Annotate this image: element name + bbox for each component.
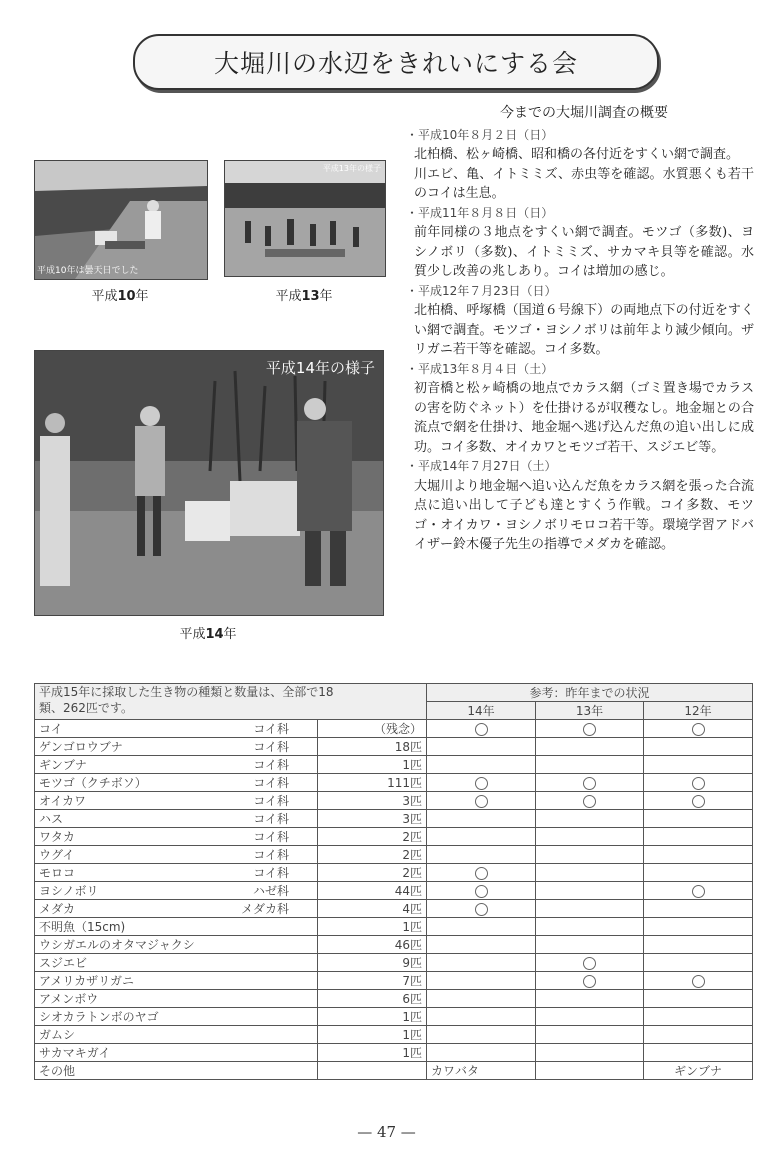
presence-circle-icon xyxy=(475,795,488,808)
species-name: モツゴ（クチボソ） xyxy=(39,776,147,790)
species-count: 2匹 xyxy=(318,846,427,864)
year-mark-y14 xyxy=(427,936,536,954)
presence-circle-icon xyxy=(583,723,596,736)
year-mark-y13 xyxy=(536,774,644,792)
presence-circle-icon xyxy=(692,723,705,736)
species-family: コイ科 xyxy=(253,830,289,844)
species-cell xyxy=(35,990,318,1008)
year-mark-y12 xyxy=(644,1026,753,1044)
presence-circle-icon xyxy=(692,885,705,898)
species-cell xyxy=(35,900,318,918)
table-row xyxy=(35,990,753,1008)
year-mark-y13 xyxy=(536,954,644,972)
year-mark-y14 xyxy=(427,738,536,756)
species-count: 1匹 xyxy=(318,1044,427,1062)
year-mark-y13 xyxy=(536,1008,644,1026)
year-mark-y13 xyxy=(536,864,644,882)
presence-circle-icon xyxy=(475,903,488,916)
species-name: シオカラトンボのヤゴ xyxy=(39,1010,159,1024)
species-count: 1匹 xyxy=(318,756,427,774)
table-row xyxy=(35,882,753,900)
year-mark-y14: カワバタ xyxy=(427,1062,536,1080)
summary-entry xyxy=(406,282,754,360)
year-mark-y13 xyxy=(536,756,644,774)
species-family: コイ科 xyxy=(253,740,289,754)
species-cell xyxy=(35,972,318,990)
table-row xyxy=(35,828,753,846)
table-row xyxy=(35,720,753,738)
table-row xyxy=(35,936,753,954)
year-mark-y14 xyxy=(427,864,536,882)
presence-circle-icon xyxy=(692,975,705,988)
year-mark-y12 xyxy=(644,990,753,1008)
year-header: 14年 xyxy=(427,702,536,720)
survey-summary xyxy=(406,104,754,555)
species-name: その他 xyxy=(39,1064,76,1078)
species-family: コイ科 xyxy=(253,794,289,808)
species-name: ワタカ xyxy=(39,830,75,844)
species-count: 1匹 xyxy=(318,1026,427,1044)
species-cell xyxy=(35,1008,318,1026)
year-mark-y12 xyxy=(644,720,753,738)
species-cell xyxy=(35,1062,318,1080)
photo-caption-13: 平成13年 xyxy=(275,289,333,304)
species-count: 1匹 xyxy=(318,918,427,936)
presence-circle-icon xyxy=(475,867,488,880)
species-count: 44匹 xyxy=(318,882,427,900)
reference-label: 参考：昨年までの状況 xyxy=(427,684,753,702)
entry-date: ・平成11年８月８日（日） xyxy=(406,205,554,220)
year-mark-y14 xyxy=(427,846,536,864)
year-mark-y14 xyxy=(427,756,536,774)
entry-text: 川エビ、亀、イトミミズ、赤虫等を確認。水質悪くも若干のコイは生息。 xyxy=(414,166,754,201)
species-cell xyxy=(35,846,318,864)
table-header-row xyxy=(35,684,753,702)
page-title: 大堀川の水辺をきれいにする会 xyxy=(133,34,659,90)
year-mark-y12 xyxy=(644,792,753,810)
page-number: — 47 — xyxy=(357,1123,416,1141)
year-mark-y14 xyxy=(427,954,536,972)
table-row xyxy=(35,846,753,864)
entry-text: 北柏橋、呼塚橋（国道６号線下）の両地点下の付近をすくい網で調査。モツゴ・ヨシノボリは前年より減少傾向。ザリガニ若干等を確認。コイ多数。 xyxy=(414,303,754,357)
species-cell xyxy=(35,738,318,756)
species-name: ゲンゴロウブナ xyxy=(39,740,123,754)
year-mark-y13 xyxy=(536,900,644,918)
species-cell xyxy=(35,828,318,846)
table-row xyxy=(35,918,753,936)
species-cell xyxy=(35,1044,318,1062)
species-count: 18匹 xyxy=(318,738,427,756)
species-family: コイ科 xyxy=(253,812,289,826)
summary-heading: 今までの大堀川調査の概要 xyxy=(500,105,668,121)
presence-circle-icon xyxy=(692,795,705,808)
species-family: コイ科 xyxy=(253,866,289,880)
photo-caption-14: 平成14年 xyxy=(179,627,237,642)
year-mark-y14 xyxy=(427,1008,536,1026)
year-mark-y14 xyxy=(427,720,536,738)
species-name: ギンブナ xyxy=(39,758,87,772)
entry-date: ・平成12年７月23日（日） xyxy=(406,283,557,298)
year-header: 12年 xyxy=(644,702,753,720)
table-row xyxy=(35,954,753,972)
table-row xyxy=(35,1008,753,1026)
year-mark-y13 xyxy=(536,918,644,936)
photo-heisei-10 xyxy=(34,160,208,280)
summary-entry xyxy=(406,360,754,458)
year-mark-y12 xyxy=(644,846,753,864)
year-mark-y13 xyxy=(536,882,644,900)
photo-overlay-text: 平成10年は曇天日でした xyxy=(37,266,139,276)
year-mark-y12 xyxy=(644,864,753,882)
species-cell xyxy=(35,756,318,774)
species-family: コイ科 xyxy=(253,848,289,862)
year-mark-y12 xyxy=(644,774,753,792)
year-mark-y12 xyxy=(644,828,753,846)
species-count: （残念） xyxy=(318,720,427,738)
table-row xyxy=(35,864,753,882)
species-cell xyxy=(35,774,318,792)
year-mark-y14 xyxy=(427,990,536,1008)
entry-text: 初音橋と松ヶ崎橋の地点でカラス網（ゴミ置き場でカラスの害を防ぐネット）を仕掛けるが収穫なし。地金堀との合流点で網を仕掛け、地金堀へ逃げ込んだ魚の追い出しに成功。コイ多数、オイカワとモツゴ若干、スジエビ等。 xyxy=(414,381,754,455)
year-mark-y13 xyxy=(536,990,644,1008)
species-name: オイカワ xyxy=(39,794,87,808)
entry-text: 前年同様の３地点をすくい網で調査。モツゴ（多数)、ヨシノボリ（多数)、イトミミズ、サカマキ貝等を確認。水質少し改善の兆しあり。コイは増加の感じ。 xyxy=(414,225,754,279)
species-count: 111匹 xyxy=(318,774,427,792)
year-mark-y14 xyxy=(427,882,536,900)
species-name: ウグイ xyxy=(39,848,75,862)
species-count: 7匹 xyxy=(318,972,427,990)
species-name: 不明魚（15cm) xyxy=(39,920,126,934)
table-header-summary: 平成15年に採取した生き物の種類と数量は、全部で18 類、262匹です。 xyxy=(35,684,427,720)
presence-circle-icon xyxy=(475,723,488,736)
species-family: メダカ科 xyxy=(240,902,289,916)
photo-heisei-14 xyxy=(34,350,384,616)
entry-date: ・平成13年８月４日（土） xyxy=(406,361,554,376)
year-mark-y12 xyxy=(644,756,753,774)
year-mark-y13 xyxy=(536,828,644,846)
year-mark-y14 xyxy=(427,774,536,792)
table-row xyxy=(35,1062,753,1080)
year-mark-y13 xyxy=(536,936,644,954)
year-mark-y13 xyxy=(536,1044,644,1062)
year-mark-y12 xyxy=(644,972,753,990)
species-name: ヨシノボリ xyxy=(39,884,99,898)
year-mark-y13 xyxy=(536,792,644,810)
year-mark-y12 xyxy=(644,954,753,972)
species-count: 46匹 xyxy=(318,936,427,954)
species-name: ハス xyxy=(39,812,64,826)
species-cell xyxy=(35,954,318,972)
table-row xyxy=(35,810,753,828)
year-mark-y12 xyxy=(644,900,753,918)
entry-date: ・平成10年８月２日（日） xyxy=(406,127,554,142)
species-cell xyxy=(35,792,318,810)
entry-text: 北柏橋、松ヶ崎橋、昭和橋の各付近をすくい網で調査。 xyxy=(414,147,740,162)
year-mark-y14 xyxy=(427,828,536,846)
summary-entry xyxy=(406,126,754,204)
table-row xyxy=(35,1044,753,1062)
year-mark-y14 xyxy=(427,972,536,990)
year-mark-y13 xyxy=(536,846,644,864)
summary-entry xyxy=(406,457,754,555)
year-header: 13年 xyxy=(536,702,644,720)
presence-circle-icon xyxy=(692,777,705,790)
year-mark-y13 xyxy=(536,1062,644,1080)
year-mark-y14 xyxy=(427,1026,536,1044)
species-count: 1匹 xyxy=(318,1008,427,1026)
species-cell xyxy=(35,720,318,738)
table-row xyxy=(35,792,753,810)
photo-overlay-text: 平成13年の様子 xyxy=(322,164,381,173)
photo-overlay-text: 平成14年の様子 xyxy=(265,359,375,377)
photo-heisei-13 xyxy=(224,160,386,277)
presence-circle-icon xyxy=(475,777,488,790)
species-name: メダカ xyxy=(39,902,76,916)
year-mark-y14 xyxy=(427,900,536,918)
species-count: 3匹 xyxy=(318,792,427,810)
species-count: 2匹 xyxy=(318,828,427,846)
year-mark-y13 xyxy=(536,972,644,990)
species-name: コイ xyxy=(39,722,63,736)
entry-text: 大堀川より地金堀へ追い込んだ魚をカラス網を張った合流点に追い出して子ども達とすくう作戦。コイ多数、モツゴ・オイカワ・ヨシノボリモロコ若干等。環境学習アドバイザー鈴木優子先生の指導でメダカを確認。 xyxy=(414,478,754,552)
photo-caption-10: 平成10年 xyxy=(91,289,149,304)
species-count: 9匹 xyxy=(318,954,427,972)
entry-date: ・平成14年７月27日（土） xyxy=(406,459,557,473)
year-mark-y12 xyxy=(644,810,753,828)
year-mark-y12 xyxy=(644,882,753,900)
table-row xyxy=(35,1026,753,1044)
presence-circle-icon xyxy=(583,975,596,988)
year-mark-y12 xyxy=(644,918,753,936)
species-cell xyxy=(35,864,318,882)
year-mark-y14 xyxy=(427,810,536,828)
table-row xyxy=(35,738,753,756)
species-name: スジエビ xyxy=(39,956,88,970)
species-name: アメンボウ xyxy=(39,992,99,1006)
presence-circle-icon xyxy=(583,957,596,970)
species-name: サカマキガイ xyxy=(39,1046,111,1060)
species-family: コイ科 xyxy=(253,776,289,790)
year-mark-y12 xyxy=(644,738,753,756)
year-mark-y12 xyxy=(644,936,753,954)
species-name: ガムシ xyxy=(39,1028,76,1042)
species-name: ウシガエルのオタマジャクシ xyxy=(39,938,195,952)
year-mark-y12: ギンブナ xyxy=(644,1062,753,1080)
species-count: 4匹 xyxy=(318,900,427,918)
species-cell xyxy=(35,918,318,936)
species-count xyxy=(318,1062,427,1080)
year-mark-y12 xyxy=(644,1008,753,1026)
species-cell xyxy=(35,882,318,900)
year-mark-y14 xyxy=(427,792,536,810)
presence-circle-icon xyxy=(475,885,488,898)
table-row xyxy=(35,756,753,774)
year-mark-y13 xyxy=(536,810,644,828)
species-name: モロコ xyxy=(39,866,76,880)
species-table xyxy=(34,683,753,1080)
species-family: ハゼ科 xyxy=(252,884,289,898)
year-mark-y13 xyxy=(536,738,644,756)
table-row xyxy=(35,900,753,918)
species-cell xyxy=(35,1026,318,1044)
year-mark-y13 xyxy=(536,1026,644,1044)
species-family: コイ科 xyxy=(253,758,289,772)
table-row xyxy=(35,774,753,792)
species-cell xyxy=(35,810,318,828)
species-count: 6匹 xyxy=(318,990,427,1008)
summary-entry xyxy=(406,204,754,282)
year-mark-y13 xyxy=(536,720,644,738)
species-name: アメリカザリガニ xyxy=(39,974,135,988)
year-mark-y14 xyxy=(427,918,536,936)
species-count: 2匹 xyxy=(318,864,427,882)
year-mark-y14 xyxy=(427,1044,536,1062)
presence-circle-icon xyxy=(583,795,596,808)
species-cell xyxy=(35,936,318,954)
species-family: コイ科 xyxy=(253,722,289,736)
table-row xyxy=(35,972,753,990)
year-mark-y12 xyxy=(644,1044,753,1062)
presence-circle-icon xyxy=(583,777,596,790)
species-count: 3匹 xyxy=(318,810,427,828)
